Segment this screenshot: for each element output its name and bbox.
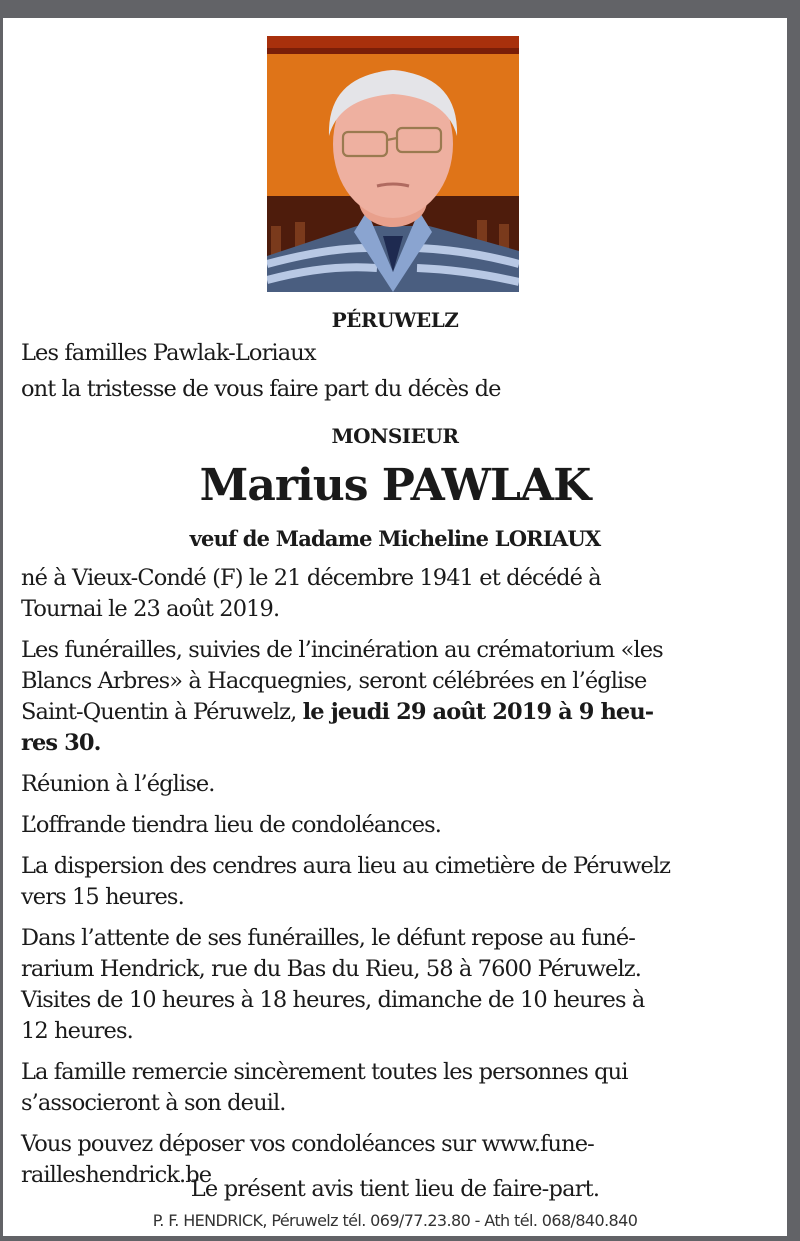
visits-line-2: rarium Hendrick, rue du Bas du Rieu, 58 à 7600 Péruwelz.: [21, 956, 641, 982]
funeral-line-1: Les funérailles, suivies de l’incinération au crématorium «les: [21, 637, 663, 663]
city-heading: PÉRUWELZ: [331, 308, 459, 332]
thanks-line-1: La famille remercie sincèrement toutes les personnes qui: [21, 1059, 628, 1085]
obituary-page: [3, 18, 787, 1236]
intro-line-1: Les familles Pawlak-Loriaux: [21, 340, 316, 366]
offering-paragraph: L’offrande tiendra lieu de condoléances.: [21, 812, 442, 838]
funeral-line-3: [21, 699, 653, 725]
funeral-date: le jeudi 29 août 2019 à 9 heu-: [302, 699, 654, 725]
portrait-illustration: [267, 36, 519, 292]
widow-of: veuf de Madame Micheline LORIAUX: [189, 526, 601, 551]
visits-line-4: 12 heures.: [21, 1018, 133, 1044]
funeral-line-4: [21, 730, 101, 756]
condolences-line-1[interactable]: Vous pouvez déposer vos condoléances sur www.fune-: [21, 1131, 594, 1157]
dispersion-line-2: vers 15 heures.: [21, 884, 184, 910]
visits-line-1: Dans l’attente de ses funérailles, le défunt repose au funé-: [21, 925, 635, 951]
intro-line-2: ont la tristesse de vous faire part du décès de: [21, 376, 501, 402]
deceased-title: MONSIEUR: [331, 424, 459, 448]
thanks-line-2: s’associeront à son deuil.: [21, 1090, 286, 1116]
birth-line-2: Tournai le 23 août 2019.: [21, 596, 280, 622]
meeting-paragraph: Réunion à l’église.: [21, 771, 215, 797]
funeral-line-2: Blancs Arbres» à Hacquegnies, seront célébrées en l’église: [21, 668, 647, 694]
funeral-home-footer: P. F. HENDRICK, Péruwelz tél. 069/77.23.80 - Ath tél. 068/840.840: [152, 1211, 638, 1230]
funeral-time: res 30.: [21, 730, 101, 756]
funeral-location: Saint-Quentin à Péruwelz,: [21, 699, 303, 725]
notice-text: Le présent avis tient lieu de faire-part.: [190, 1176, 600, 1202]
deceased-name: Marius PAWLAK: [199, 460, 591, 511]
birth-line-1: né à Vieux-Condé (F) le 21 décembre 1941 et décédé à: [21, 565, 601, 591]
condolences-line-2[interactable]: railleshendrick.be: [21, 1162, 212, 1188]
dispersion-line-1: La dispersion des cendres aura lieu au cimetière de Péruwelz: [21, 853, 671, 879]
portrait-photo: [267, 36, 519, 292]
visits-line-3: Visites de 10 heures à 18 heures, dimanche de 10 heures à: [21, 987, 645, 1013]
